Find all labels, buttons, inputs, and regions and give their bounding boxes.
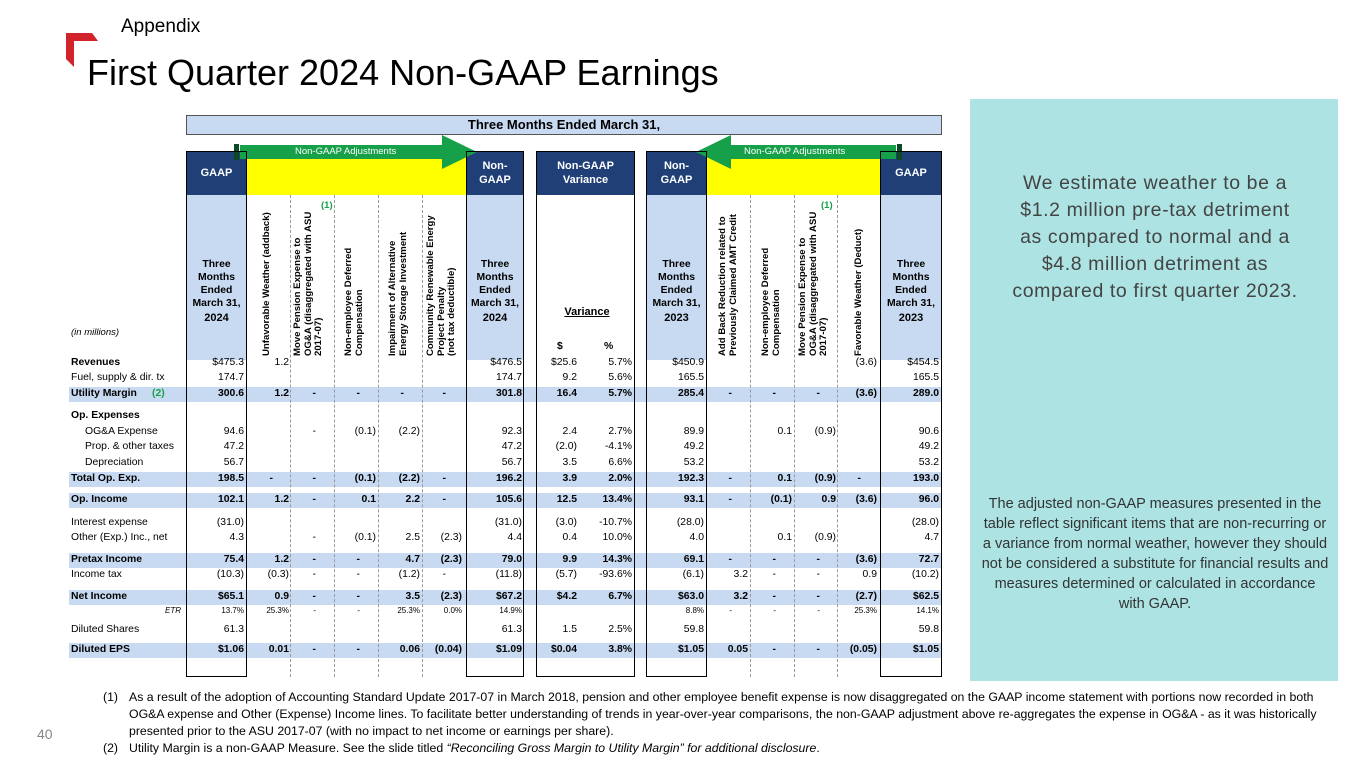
table-cell: 105.6 — [495, 494, 522, 505]
in-millions-note: (in millions) — [71, 327, 120, 338]
table-cell: 90.6 — [918, 426, 939, 437]
sep — [422, 195, 423, 677]
table-cell: 6.6% — [608, 457, 632, 468]
adj-2024-deferred-comp: Non-employee Deferred Compensation — [343, 247, 365, 356]
table-cell: (31.0) — [494, 517, 522, 528]
table-cell: (2.3) — [440, 532, 462, 543]
table-cell: - — [728, 494, 732, 505]
row-label: Prop. & other taxes — [85, 441, 174, 452]
table-cell: - — [772, 569, 776, 580]
table-cell: (10.3) — [216, 569, 244, 580]
table-cell: 0.9 — [821, 494, 836, 505]
sep — [334, 195, 335, 677]
table-cell: - — [816, 569, 820, 580]
table-cell: 1.2 — [274, 494, 289, 505]
table-cell: 4.3 — [229, 532, 244, 543]
table-cell: 5.7% — [608, 357, 632, 368]
table-cell: (28.0) — [911, 517, 939, 528]
table-cell: 25.3% — [397, 606, 420, 615]
table-cell: (2.0) — [555, 441, 577, 452]
header-nongaap-2023: Non- GAAP — [646, 151, 707, 195]
table-cell: 75.4 — [223, 554, 244, 565]
table-cell: 2.5% — [608, 624, 632, 635]
table-cell: (5.7) — [555, 569, 577, 580]
table-cell: 4.7 — [405, 554, 420, 565]
adj-2024-penalty: Community Renewable Energy Project Penalty (not tax deductible) — [425, 215, 457, 356]
table-cell: - — [816, 554, 820, 565]
adj-2024-impairment: Impairment of Alternative Energy Storage Investment — [387, 231, 409, 356]
header-gaap-2024: GAAP — [186, 151, 247, 195]
year-nongaap-2023: 2023 — [664, 312, 689, 324]
adj-2023-amt-credit: Add Back Reduction related to Previously Claimed AMT Credit — [717, 214, 739, 356]
table-cell: (0.9) — [814, 473, 836, 484]
table-cell: $1.05 — [677, 644, 704, 655]
footnotes — [103, 689, 1343, 757]
table-cell: - — [356, 554, 360, 565]
table-cell: (31.0) — [216, 517, 244, 528]
table-cell: (0.1) — [354, 426, 376, 437]
table-cell: $67.2 — [495, 591, 522, 602]
table-cell: 0.0% — [443, 606, 462, 615]
table-cell: (10.2) — [911, 569, 939, 580]
table-cell: $476.5 — [490, 357, 522, 368]
table-cell: (2.3) — [440, 591, 462, 602]
table-cell: - — [356, 569, 360, 580]
row-label: Interest expense — [71, 517, 148, 528]
table-cell: - — [312, 494, 316, 505]
table-cell: 174.7 — [217, 372, 244, 383]
table-cell: 79.0 — [501, 554, 522, 565]
table-cell: -93.6% — [599, 569, 632, 580]
variance-dollar-label: $ — [557, 341, 563, 352]
table-cell: $0.04 — [550, 644, 577, 655]
table-cell: $1.05 — [912, 644, 939, 655]
table-cell: 174.7 — [495, 372, 522, 383]
table-cell: $63.0 — [677, 591, 704, 602]
table-cell: - — [728, 554, 732, 565]
table-cell: 10.0% — [602, 532, 632, 543]
table-cell: (3.0) — [555, 517, 577, 528]
table-cell: (6.1) — [682, 569, 704, 580]
table-cell: 59.8 — [683, 624, 704, 635]
table-cell: 47.2 — [501, 441, 522, 452]
footnote-2-emphasis: “Reconciling Gross Margin to Utility Margin” for additional disclosure — [446, 741, 817, 755]
table-cell: (3.6) — [855, 494, 877, 505]
table-cell: 3.8% — [608, 644, 632, 655]
table-cell: 1.2 — [274, 388, 289, 399]
table-cell: 49.2 — [683, 441, 704, 452]
table-cell: 1.5 — [562, 624, 577, 635]
table-cell: 9.2 — [562, 372, 577, 383]
table-cell: - — [857, 473, 861, 484]
table-cell: - — [442, 494, 446, 505]
row-label: Fuel, supply & dir. tx — [71, 372, 165, 383]
row-label: Total Op. Exp. — [71, 473, 141, 484]
table-cell: - — [772, 591, 776, 602]
table-cell: 96.0 — [918, 494, 939, 505]
row-label: OG&A Expense — [85, 426, 158, 437]
row-label: Diluted EPS — [71, 644, 130, 655]
table-cell: - — [312, 591, 316, 602]
table-cell: (3.6) — [855, 388, 877, 399]
table-cell: - — [312, 554, 316, 565]
table-cell: (0.1) — [354, 473, 376, 484]
table-cell: -4.1% — [604, 441, 632, 452]
table-cell: - — [772, 388, 776, 399]
table-cell: 193.0 — [912, 473, 939, 484]
table-cell: 25.3% — [266, 606, 289, 615]
table-cell: $450.9 — [672, 357, 704, 368]
table-cell: - — [356, 591, 360, 602]
table-cell: 56.7 — [223, 457, 244, 468]
table-cell: - — [773, 606, 776, 615]
table-top-header: Three Months Ended March 31, — [186, 115, 942, 135]
sep — [750, 195, 751, 677]
table-cell: - — [772, 644, 776, 655]
table-cell: 5.7% — [608, 388, 632, 399]
adj-2023-deferred-comp: Non-employee Deferred Compensation — [760, 247, 782, 356]
table-cell: 196.2 — [495, 473, 522, 484]
table-cell: - — [357, 606, 360, 615]
table-cell: 289.0 — [912, 388, 939, 399]
table-cell: - — [772, 554, 776, 565]
table-cell: - — [400, 388, 404, 399]
table-cell: 4.4 — [507, 532, 522, 543]
table-cell: (2.3) — [440, 554, 462, 565]
subhdr-nongaap-2024: Three Months Ended March 31, — [471, 259, 519, 309]
table-cell: (2.2) — [398, 426, 420, 437]
table-cell: 69.1 — [683, 554, 704, 565]
table-cell: (0.04) — [434, 644, 462, 655]
subhdr-gaap-2024: Three Months Ended March 31, — [192, 259, 241, 309]
table-cell: 0.05 — [727, 644, 748, 655]
table-cell: 8.8% — [685, 606, 704, 615]
table-cell: 72.7 — [918, 554, 939, 565]
table-cell: 16.4 — [556, 388, 577, 399]
adjustments-arrow-right-label: Non-GAAP Adjustments — [295, 146, 397, 157]
table-cell: 49.2 — [918, 441, 939, 452]
table-cell: 2.0% — [608, 473, 632, 484]
table-cell: 2.7% — [608, 426, 632, 437]
footnote-2-number: (2) — [103, 741, 119, 755]
table-cell: 0.1 — [777, 426, 792, 437]
table-cell: $454.5 — [907, 357, 939, 368]
table-cell: 2.5 — [405, 532, 420, 543]
year-gaap-2024: 2024 — [204, 312, 229, 324]
row-label: ETR — [165, 606, 181, 615]
table-cell: 5.6% — [608, 372, 632, 383]
table-cell: 14.9% — [499, 606, 522, 615]
adj-2024-pension: Move Pension Expense to OG&A (disaggregated with ASU 2017-07) — [292, 211, 324, 356]
table-cell: - — [312, 532, 316, 543]
table-cell: 12.5 — [556, 494, 577, 505]
table-cell: 4.7 — [924, 532, 939, 543]
table-cell: 2.2 — [405, 494, 420, 505]
table-cell: 285.4 — [677, 388, 704, 399]
row-label: Net Income — [71, 591, 128, 602]
table-cell: 13.7% — [221, 606, 244, 615]
footnote-1-marker-2024: (1) — [321, 200, 333, 211]
table-cell: -10.7% — [599, 517, 632, 528]
table-cell: (0.05) — [849, 644, 877, 655]
table-cell: 59.8 — [918, 624, 939, 635]
adjustments-arrow-left-label: Non-GAAP Adjustments — [744, 146, 846, 157]
row-label: Op. Expenses — [71, 410, 140, 421]
table-cell: 0.1 — [777, 473, 792, 484]
footnote-2 — [103, 740, 1343, 757]
sep — [378, 195, 379, 677]
sep — [794, 195, 795, 677]
table-cell: (0.1) — [354, 532, 376, 543]
table-cell: 102.1 — [217, 494, 244, 505]
table-cell: 56.7 — [501, 457, 522, 468]
row-label: Pretax Income — [71, 554, 143, 565]
row-label: Diluted Shares — [71, 624, 140, 635]
table-cell: - — [312, 644, 316, 655]
table-cell: 165.5 — [677, 372, 704, 383]
adj-2023-weather: Favorable Weather (Deduct) — [853, 228, 864, 356]
table-cell: - — [817, 606, 820, 615]
table-cell: 198.5 — [217, 473, 244, 484]
table-cell: 94.6 — [223, 426, 244, 437]
table-cell: 192.3 — [677, 473, 704, 484]
subhdr-nongaap-2023: Three Months Ended March 31, — [652, 259, 701, 309]
table-cell: 0.1 — [361, 494, 376, 505]
table-cell: 165.5 — [912, 372, 939, 383]
table-cell: 0.4 — [562, 532, 577, 543]
table-cell: 3.2 — [733, 569, 748, 580]
table-cell: 2.4 — [562, 426, 577, 437]
table-cell: 13.4% — [602, 494, 632, 505]
table-cell: $1.06 — [217, 644, 244, 655]
row-label: Utility Margin — [71, 388, 137, 399]
footnote-1-marker-2023: (1) — [821, 200, 833, 211]
table-cell: 0.9 — [274, 591, 289, 602]
table-cell: - — [356, 644, 360, 655]
table-cell: (3.6) — [855, 357, 877, 368]
table-cell: 3.5 — [562, 457, 577, 468]
table-cell: 92.3 — [501, 426, 522, 437]
subhdr-gaap-2023: Three Months Ended March 31, — [887, 259, 935, 309]
table-cell: - — [312, 473, 316, 484]
non-gaap-disclaimer-text: The adjusted non-GAAP measures presented in the table reflect significant items that are non-recurring or a variance from normal weather, however they should not be considered a substitute for financial results and measures determined or calculated in accordance with GAAP. — [981, 496, 1329, 612]
footnote-1-text: As a result of the adoption of Accounting Standard Update 2017-07 in March 2018, pension and other employee benefit expense is now disaggregated on the GAAP income statement with portions now recorded in both OG&A expense and Other (Expense) Income lines. To facilitate better understanding of trends in year-over-year comparisons, the non-GAAP adjustment above re-aggregates the expense in OG&A - as it was historically presented prior to the ASU 2017-07 (with no impact to net income or earnings per share). — [129, 690, 1317, 738]
sep — [290, 195, 291, 677]
table-cell: (1.2) — [398, 569, 420, 580]
table-cell: 3.9 — [562, 473, 577, 484]
footnote-2-lead: Utility Margin is a non-GAAP Measure. See the slide titled — [129, 741, 447, 755]
table-cell: $4.2 — [556, 591, 577, 602]
table-cell: (2.2) — [398, 473, 420, 484]
table-cell: 1.2 — [274, 554, 289, 565]
table-cell: - — [356, 388, 360, 399]
footnote-1-number: (1) — [103, 690, 119, 704]
table-cell: - — [312, 569, 316, 580]
year-gaap-2023: 2023 — [898, 312, 924, 324]
header-variance: Non-GAAP Variance — [536, 151, 635, 195]
table-cell: 89.9 — [683, 426, 704, 437]
section-label: Appendix — [121, 16, 201, 37]
table-cell: - — [442, 388, 446, 399]
table-cell: - — [816, 591, 820, 602]
table-cell: (3.6) — [855, 554, 877, 565]
table-cell: - — [312, 426, 316, 437]
row-label: Revenues — [71, 357, 121, 368]
table-cell: 47.2 — [223, 441, 244, 452]
table-cell: - — [728, 473, 732, 484]
table-cell: 4.0 — [689, 532, 704, 543]
page-title: First Quarter 2024 Non-GAAP Earnings — [87, 52, 719, 93]
table-cell: 0.1 — [777, 532, 792, 543]
table-cell: - — [816, 388, 820, 399]
table-cell: 1.2 — [274, 357, 289, 368]
table-cell: 14.3% — [602, 554, 632, 565]
table-cell: (0.9) — [814, 426, 836, 437]
page-number: 40 — [37, 726, 53, 742]
table-cell: (0.3) — [267, 569, 289, 580]
footnote-2-text — [129, 740, 820, 757]
adj-2024-weather: Unfavorable Weather (addback) — [261, 212, 272, 356]
table-cell: 0.9 — [862, 569, 877, 580]
table-cell: 53.2 — [683, 457, 704, 468]
table-cell: 9.9 — [562, 554, 577, 565]
table-cell: 0.06 — [399, 644, 420, 655]
table-cell: 0.01 — [268, 644, 289, 655]
table-cell: 301.8 — [495, 388, 522, 399]
table-cell: - — [728, 388, 732, 399]
variance-pct-label: % — [604, 341, 614, 352]
header-nongaap-2024: Non- GAAP — [466, 151, 524, 195]
row-label: Other (Exp.) Inc., net — [71, 532, 168, 543]
row-label: Depreciation — [85, 457, 144, 468]
table-cell: 6.7% — [608, 591, 632, 602]
footnote-2-tail: . — [816, 741, 820, 755]
row-label: Op. Income — [71, 494, 128, 505]
weather-estimate-text: We estimate weather to be a $1.2 million pre-tax detriment as compared to normal and a $4.8 million detriment as compared to first quarter 2023. — [1012, 172, 1298, 302]
table-cell: (11.8) — [495, 569, 522, 580]
table-cell: $25.6 — [550, 357, 577, 368]
table-cell: $1.09 — [495, 644, 522, 655]
table-cell: - — [313, 606, 316, 615]
table-cell: (2.7) — [855, 591, 877, 602]
table-cell: 53.2 — [918, 457, 939, 468]
table-cell: - — [442, 569, 446, 580]
variance-label: Variance — [564, 306, 610, 318]
table-cell: 61.3 — [501, 624, 522, 635]
table-cell: (0.9) — [814, 532, 836, 543]
year-nongaap-2024: 2024 — [482, 312, 508, 324]
table-cell: 300.6 — [217, 388, 244, 399]
table-cell: $475.3 — [212, 357, 244, 368]
adj-2023-pension: Move Pension Expense to OG&A (disaggregated with ASU 2017-07) — [797, 211, 829, 356]
sep — [837, 195, 838, 677]
table-cell: - — [729, 606, 732, 615]
table-cell: 93.1 — [683, 494, 704, 505]
table-cell: 3.5 — [405, 591, 420, 602]
non-gaap-earnings-table — [69, 113, 949, 680]
table-cell: $65.1 — [217, 591, 244, 602]
table-cell: - — [312, 388, 316, 399]
table-cell: - — [269, 473, 273, 484]
table-cell: - — [816, 644, 820, 655]
table-cell: $62.5 — [912, 591, 939, 602]
table-cell: 61.3 — [223, 624, 244, 635]
table-cell: (28.0) — [676, 517, 704, 528]
table-cell: (0.1) — [770, 494, 792, 505]
table-cell: 14.1% — [916, 606, 939, 615]
table-cell: 25.3% — [854, 606, 877, 615]
row-label: Income tax — [71, 569, 122, 580]
table-cell: - — [442, 473, 446, 484]
table-cell: 3.2 — [733, 591, 748, 602]
header-gaap-2023: GAAP — [880, 151, 942, 195]
footnote-1 — [103, 689, 1343, 740]
footnote-2-marker: (2) — [152, 388, 165, 399]
